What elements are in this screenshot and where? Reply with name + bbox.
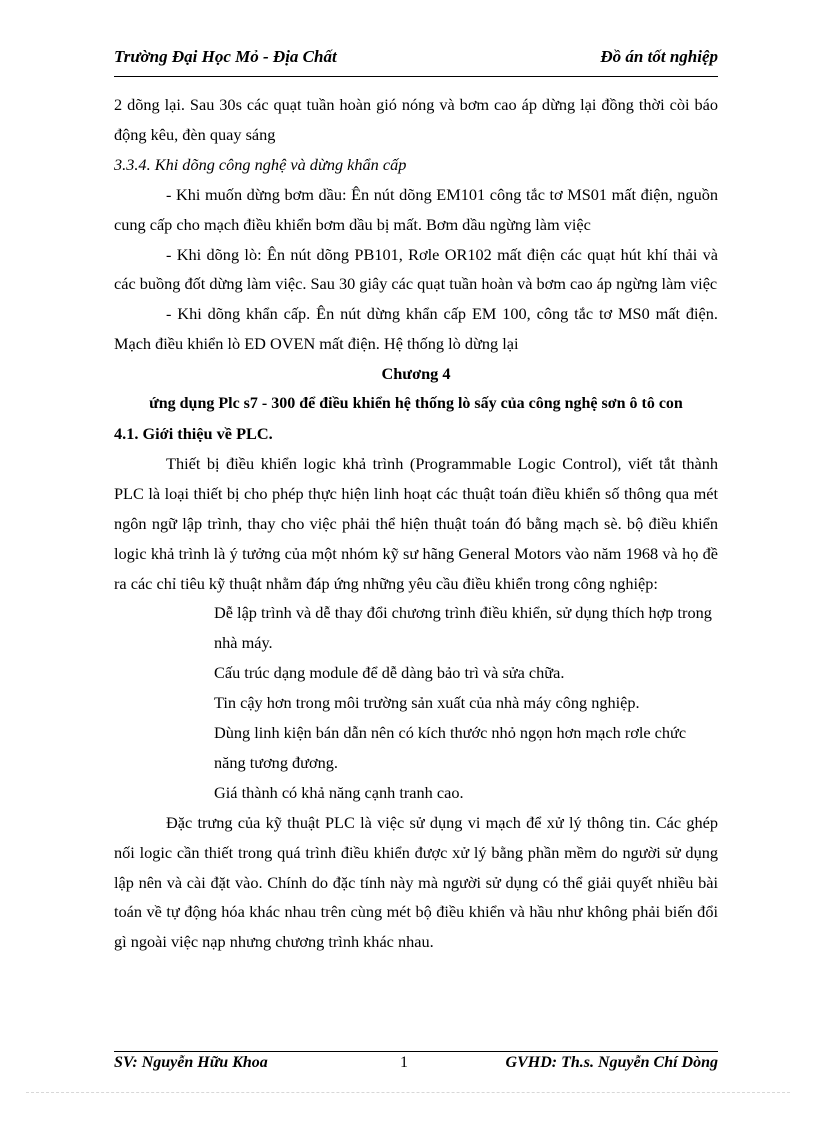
footer-advisor: GVHD: Th.s. Nguyễn Chí Dòng (505, 1054, 718, 1071)
page-body (114, 90, 718, 957)
page-header (114, 47, 718, 71)
footer-divider (114, 1051, 718, 1052)
list-item: Giá thành có khả năng cạnh tranh cao. (214, 782, 464, 802)
header-university: Trường Đại Học Mỏ - Địa Chất (114, 47, 337, 66)
list-item: Tin cậy hơn trong môi trường sản xuất của nhà máy công nghiệp. (214, 693, 640, 713)
paragraph-plc-intro: Thiết bị điều khiển logic khả trình (Programmable Logic Control), viết tắt thành PLC là loại thiết bị cho phép thực hiện linh hoạt các thuật toán điều khiển số thông qua mét ngôn ngữ lập trình, thay cho việc phải thể hiện thuật toán đó bằng mạch sè. bộ điều khiển logic khả trình là ý tưởng của một nhóm kỹ sư hãng General Motors vào năm 1968 và họ đề ra các chỉ tiêu kỹ thuật nhằm đáp ứng những yêu cầu điều khiển trong công nghiệp: (114, 453, 718, 593)
chapter-subtitle: ứng dụng Plc s7 - 300 để điều khiển hệ thống lò sấy của công nghệ sơn ô tô con (149, 395, 683, 413)
paragraph-continuation: 2 dõng lại. Sau 30s các quạt tuần hoàn gió nóng và bơm cao áp dừng lại đồng thời còi báo động kêu, đèn quay sáng (114, 95, 718, 144)
section-heading-3-3-4: 3.3.4. Khi dõng công nghệ và dừng khẩn cấp (114, 154, 407, 174)
requirements-list (114, 598, 718, 807)
list-item: Dễ lập trình và dễ thay đổi chương trình điều khiển, sử dụng thích hợp trong nhà máy. (214, 603, 712, 653)
page-bottom-edge (26, 1092, 790, 1093)
header-document-type: Đồ án tốt nghiệp (600, 47, 718, 66)
page-number: 1 (400, 1054, 408, 1071)
chapter-title: Chương 4 (381, 364, 451, 384)
list-item: Dùng linh kiện bán dẫn nên có kích thước nhỏ ngọn hơn mạch rơle chức năng tương đương. (214, 723, 687, 772)
paragraph-plc-features: Đặc trưng của kỹ thuật PLC là việc sử dụng vi mạch để xử lý thông tin. Các ghép nối logic cần thiết trong quá trình điều khiển được xử lý bằng phần mềm do người sử dụng lập nên và cài đặt vào. Chính do đặc tính này mà người sử dụng có thể giải quyết nhiều bài toán về tự động hóa khác nhau trên cùng mét bộ điều khiển và hầu như không phải biến đổi gì ngoài việc nạp nhưng chương trình khác nhau. (114, 812, 718, 952)
list-item: Cấu trúc dạng module để dễ dàng bảo trì và sửa chữa. (214, 663, 565, 683)
header-divider (114, 76, 718, 77)
page-footer (114, 1054, 718, 1078)
footer-student: SV: Nguyễn Hữu Khoa (114, 1054, 268, 1071)
paragraph-stop-oven: - Khi dõng lò: Ên nút dõng PB101, Rơle OR102 mất điện các quạt hút khí thải và các buồng đốt dừng làm việc. Sau 30 giây các quạt tuần hoàn và bơm cao áp ngừng làm việc (114, 244, 718, 294)
section-heading-4-1: 4.1. Giới thiệu về PLC. (114, 423, 273, 443)
paragraph-emergency-stop: - Khi dõng khẩn cấp. Ên nút dừng khẩn cấp EM 100, công tắc tơ MS0 mất điện. Mạch điều khiển lò ED OVEN mất điện. Hệ thống lò dừng lại (114, 304, 718, 354)
paragraph-stop-oil-pump: - Khi muốn dừng bơm dầu: Ên nút dõng EM101 công tắc tơ MS01 mất điện, nguồn cung cấp cho mạch điều khiển bơm dầu bị mất. Bơm dầu ngừng làm việc (114, 184, 718, 234)
